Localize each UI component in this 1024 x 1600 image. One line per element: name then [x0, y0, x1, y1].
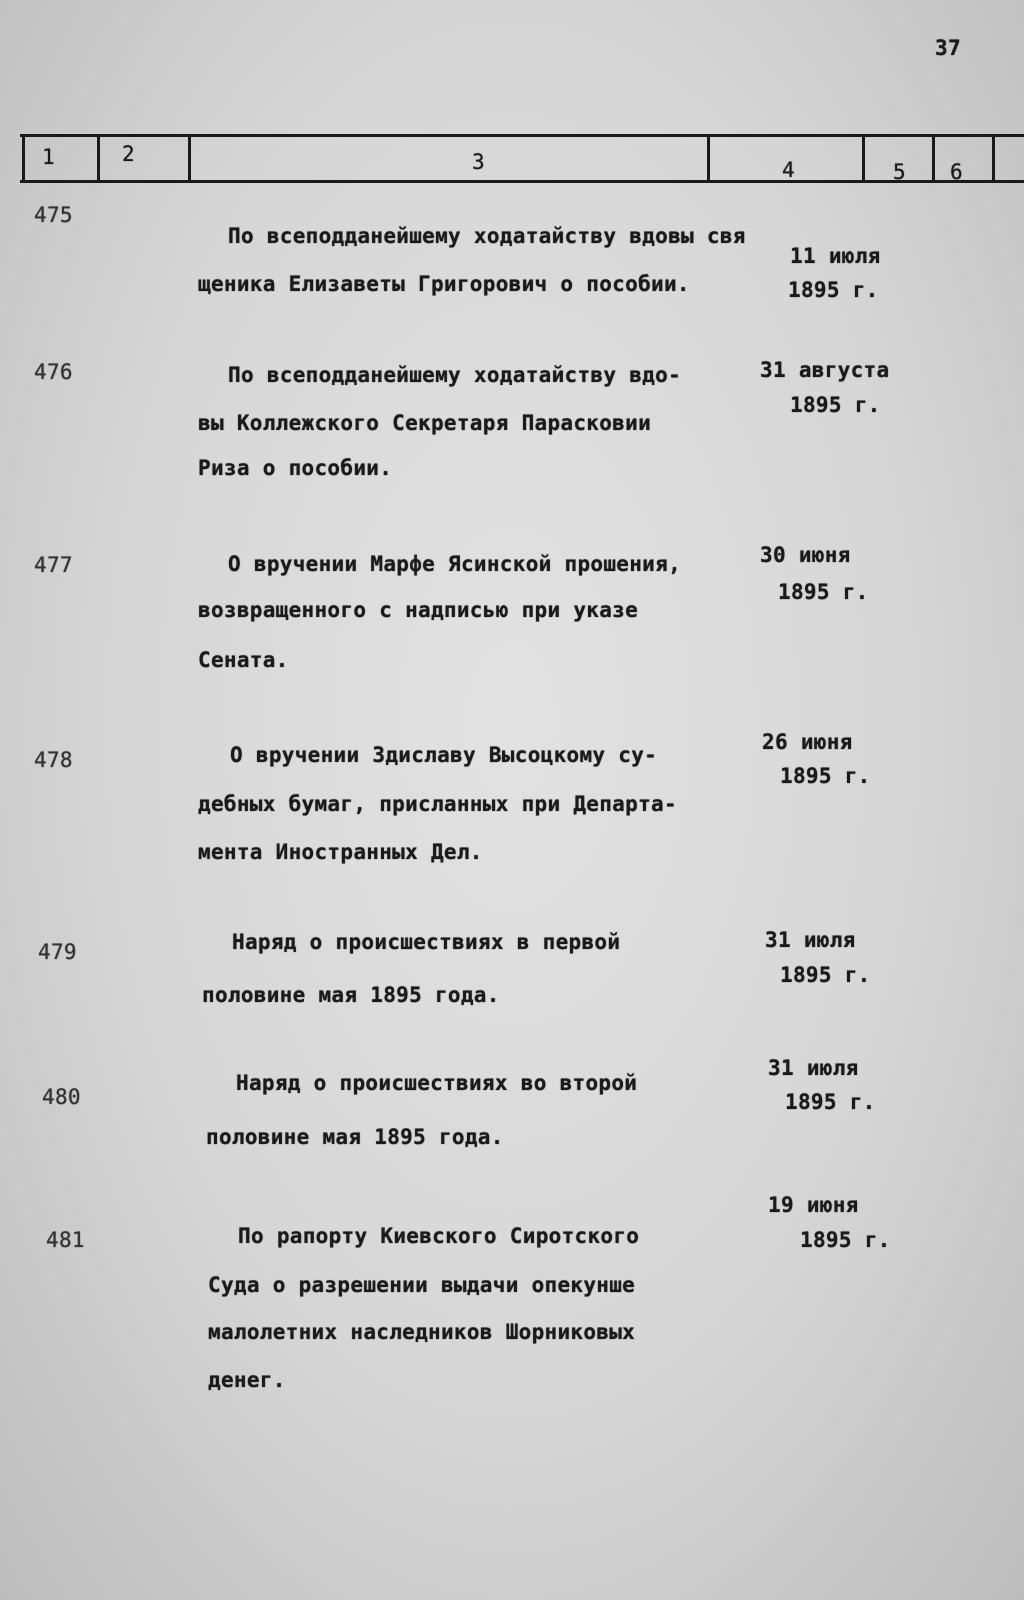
column-divider: [932, 134, 935, 182]
entry-line: половине мая 1895 года.: [206, 1125, 504, 1149]
entry-line: денег.: [208, 1368, 286, 1392]
entry-line: половине мая 1895 года.: [202, 983, 500, 1007]
entry-line: возвращенного с надписью при указе: [198, 598, 639, 622]
entry-date-day: 31 августа: [760, 358, 890, 382]
entry-line: Наряд о происшествиях в первой: [232, 930, 621, 954]
entry-line: дебных бумаг, присланных при Департа-: [198, 792, 677, 816]
entry-line: О вручении Здиславу Высоцкому су-: [230, 743, 658, 767]
column-divider: [992, 134, 995, 182]
column-divider: [188, 134, 191, 182]
entry-line: По всеподданейшему ходатайству вдо-: [228, 363, 682, 387]
column-header-5: 5: [893, 160, 906, 184]
entry-line: вы Коллежского Секретаря Парасковии: [198, 411, 652, 435]
entry-date-day: 31 июля: [765, 928, 856, 952]
entry-line: Наряд о происшествиях во второй: [236, 1071, 638, 1095]
entry-date-day: 30 июня: [760, 543, 851, 567]
column-divider: [707, 134, 710, 182]
entry-line: Сената.: [198, 648, 289, 672]
entry-number: 478: [34, 748, 73, 772]
column-header-2: 2: [122, 142, 135, 166]
entry-date-year: 1895 г.: [788, 278, 879, 302]
entry-date-day: 11 июля: [790, 244, 881, 268]
entry-number: 481: [46, 1228, 85, 1252]
entry-number: 476: [34, 360, 73, 384]
entry-line: По рапорту Киевского Сиротского: [238, 1224, 640, 1248]
entry-line: щеника Елизаветы Григорович о пособии.: [198, 272, 690, 296]
header-bottom-rule: [20, 180, 1024, 183]
entry-line: мента Иностранных Дел.: [198, 840, 483, 864]
entry-line: О вручении Марфе Ясинской прошения,: [228, 552, 682, 576]
column-header-3: 3: [472, 150, 485, 174]
column-divider: [862, 134, 865, 182]
column-header-4: 4: [782, 158, 795, 182]
column-divider: [22, 134, 25, 182]
entry-date-year: 1895 г.: [780, 963, 871, 987]
entry-date-day: 31 июля: [768, 1056, 859, 1080]
entry-date-day: 26 июня: [762, 730, 853, 754]
column-header-6: 6: [950, 160, 963, 184]
entry-number: 477: [34, 553, 73, 577]
entry-line: малолетних наследников Шорниковых: [208, 1320, 636, 1344]
entry-line: По всеподданейшему ходатайству вдовы свя: [228, 224, 746, 248]
entry-date-day: 19 июня: [768, 1193, 859, 1217]
entry-line: Суда о разрешении выдачи опекунше: [208, 1273, 636, 1297]
entry-line: Риза о пособии.: [198, 456, 393, 480]
entry-date-year: 1895 г.: [790, 393, 881, 417]
column-divider: [97, 134, 100, 182]
entry-date-year: 1895 г.: [778, 580, 869, 604]
entry-number: 480: [42, 1085, 81, 1109]
entry-date-year: 1895 г.: [785, 1090, 876, 1114]
page-number: 37: [935, 36, 961, 60]
entry-date-year: 1895 г.: [800, 1228, 891, 1252]
entry-number: 479: [38, 940, 77, 964]
header-top-rule: [20, 134, 1024, 137]
entry-number: 475: [34, 203, 73, 227]
column-header-1: 1: [42, 145, 55, 169]
entry-date-year: 1895 г.: [780, 764, 871, 788]
